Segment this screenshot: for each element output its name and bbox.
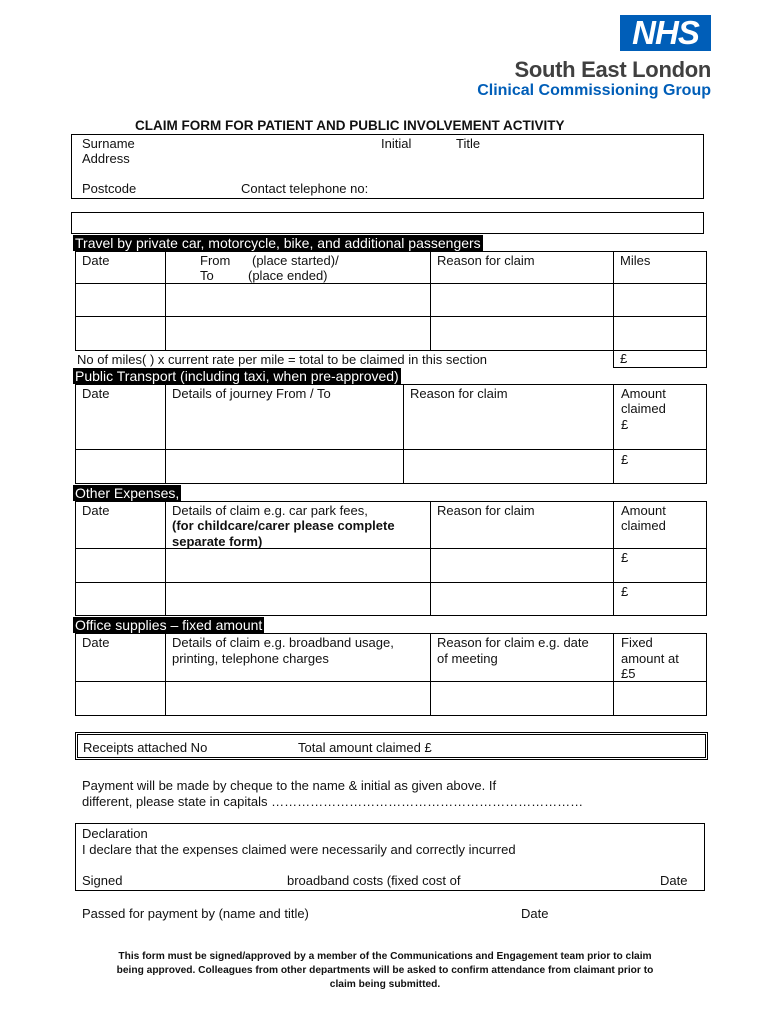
org-name-line1: South East London bbox=[514, 57, 711, 82]
receipts-attached-label: Receipts attached No bbox=[83, 740, 208, 755]
travel-to-header: To bbox=[200, 268, 214, 283]
declaration-text: I declare that the expenses claimed were necessarily and correctly incurred bbox=[82, 842, 516, 857]
travel-from-note: (place started)/ bbox=[252, 253, 339, 268]
declaration-heading: Declaration bbox=[82, 826, 148, 841]
passed-for-payment-label: Passed for payment by (name and title) bbox=[82, 906, 309, 921]
nhs-logo-text: NHS bbox=[632, 14, 699, 51]
payment-note-1: Payment will be made by cheque to the name & initial as given above. If bbox=[82, 778, 497, 793]
other-pound-2: £ bbox=[621, 584, 629, 599]
postcode-label: Postcode bbox=[82, 181, 137, 196]
nhs-logo-box bbox=[620, 15, 711, 51]
pt-pound-2: £ bbox=[621, 452, 629, 467]
office-date-header: Date bbox=[82, 635, 110, 650]
footer-line-2: being approved. Colleagues from other departments will be asked to confirm attendance from claimant prior to bbox=[116, 965, 654, 976]
travel-reason-header: Reason for claim bbox=[437, 253, 535, 268]
pt-amount-header-2: claimed bbox=[621, 401, 666, 416]
office-reason-header-1: Reason for claim e.g. date bbox=[437, 635, 589, 650]
pt-date-header: Date bbox=[82, 386, 110, 401]
telephone-label: Contact telephone no: bbox=[241, 181, 369, 196]
travel-date-header: Date bbox=[82, 253, 110, 268]
public-transport-heading: Public Transport (including taxi, when pre-approved) bbox=[75, 368, 399, 384]
pt-amount-header-1: Amount bbox=[621, 386, 666, 401]
blank-field-box[interactable] bbox=[71, 212, 704, 234]
office-details-header-1: Details of claim e.g. broadband usage, bbox=[172, 635, 394, 650]
office-fixed-header-3: £5 bbox=[621, 666, 636, 681]
org-name-line2: Clinical Commissioning Group bbox=[477, 82, 711, 99]
other-amount-header-1: Amount bbox=[621, 503, 666, 518]
other-date-header: Date bbox=[82, 503, 110, 518]
travel-total-pound: £ bbox=[620, 351, 628, 366]
passed-date-label: Date bbox=[521, 906, 549, 921]
office-fixed-header-2: amount at bbox=[621, 651, 679, 666]
total-claimed-label: Total amount claimed £ bbox=[298, 740, 432, 755]
travel-section-heading: Travel by private car, motorcycle, bike, and additional passengers bbox=[75, 235, 481, 251]
footer-line-3: claim being submitted. bbox=[329, 979, 441, 990]
other-amount-header-2: claimed bbox=[621, 518, 666, 533]
footer-line-1: This form must be signed/approved by a member of the Communications and Engagement team prior to claim bbox=[118, 951, 652, 962]
travel-miles-header: Miles bbox=[620, 253, 651, 268]
address-label: Address bbox=[82, 151, 130, 166]
office-fixed-header-1: Fixed bbox=[621, 635, 653, 650]
travel-to-note: (place ended) bbox=[248, 268, 328, 283]
pt-reason-header: Reason for claim bbox=[410, 386, 508, 401]
office-supplies-heading: Office supplies – fixed amount bbox=[75, 617, 263, 633]
pt-details-header: Details of journey From / To bbox=[172, 386, 331, 401]
footer-note bbox=[60, 950, 710, 992]
form-title: CLAIM FORM FOR PATIENT AND PUBLIC INVOLVEMENT ACTIVITY bbox=[135, 118, 565, 133]
initial-label: Initial bbox=[381, 136, 412, 151]
payment-note-2: different, please state in capitals ……………………………………………………………… bbox=[82, 794, 584, 809]
office-details-header-2: printing, telephone charges bbox=[172, 651, 329, 666]
other-details-note-1: (for childcare/carer please complete bbox=[172, 518, 395, 533]
other-details-note-2: separate form) bbox=[172, 534, 263, 549]
travel-from-header: From bbox=[200, 253, 231, 268]
travel-miles-formula: No of miles( ) x current rate per mile = total to be claimed in this section bbox=[77, 352, 488, 367]
title-label: Title bbox=[456, 136, 481, 151]
pt-pound-1: £ bbox=[621, 417, 629, 432]
other-pound-1: £ bbox=[621, 550, 629, 565]
surname-label: Surname bbox=[82, 136, 135, 151]
other-reason-header: Reason for claim bbox=[437, 503, 535, 518]
other-details-header: Details of claim e.g. car park fees, bbox=[172, 503, 368, 518]
other-expenses-heading: Other Expenses, bbox=[75, 485, 180, 501]
declaration-date-label: Date bbox=[660, 873, 688, 888]
office-reason-header-2: of meeting bbox=[437, 651, 498, 666]
signed-label: Signed bbox=[82, 873, 123, 888]
declaration-middle-text: broadband costs (fixed cost of bbox=[287, 873, 461, 888]
